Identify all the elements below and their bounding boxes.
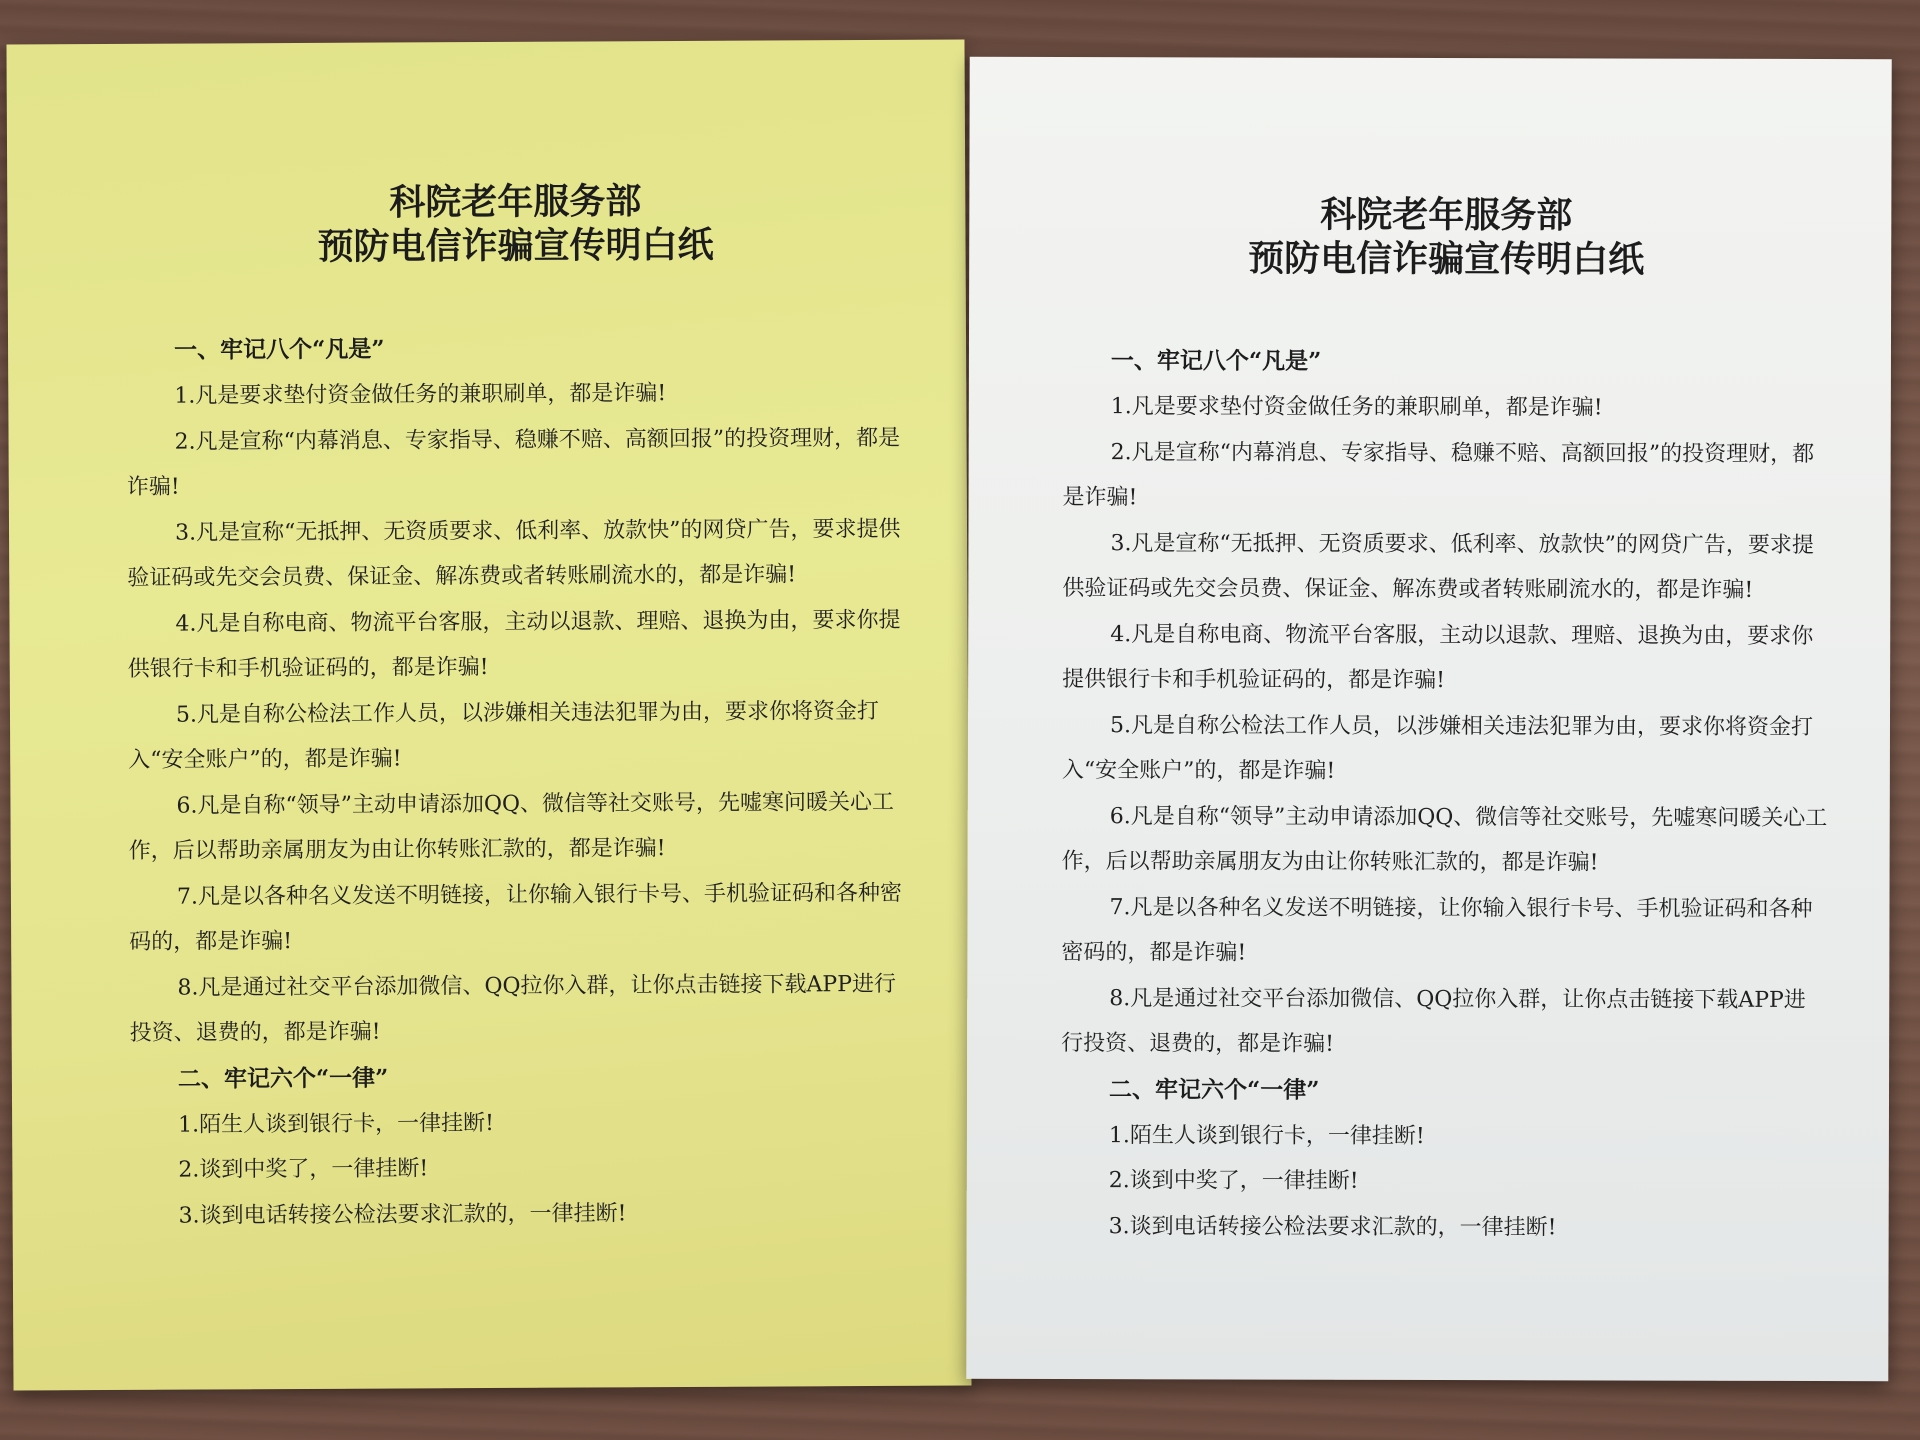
flyer-title-line1: 科院老年服务部 [1320,193,1573,237]
rule-item: 1.凡是要求垫付资金做任务的兼职刷单，都是诈骗! [1110,394,1603,421]
rule-item: 4.凡是自称电商、物流平台客服，主动以退款、理赔、退换为由，要求你提供银行卡和手机验证码的，都是诈骗! [127,607,901,682]
flyer-title-line2: 预防电信诈骗宣传明白纸 [317,223,714,268]
white-flyer [966,57,1891,1381]
section-heading-six-yilv: 二、牢记六个“一律” [177,1064,389,1093]
rule-item: 6.凡是自称“领导”主动申请添加QQ、微信等社交账号，先嘘寒问暖关心工作，后以帮助亲属朋友为由让你转账汇款的，都是诈骗! [1061,803,1828,876]
flyer-content [1061,192,1830,1251]
flyer-title-line2: 预防电信诈骗宣传明白纸 [1248,237,1645,281]
rule-item: 7.凡是以各种名义发送不明链接，让你输入银行卡号、手机验证码和各种密码的，都是诈骗! [1061,894,1813,966]
hangup-item: 1.陌生人谈到银行卡，一律挂断! [178,1110,495,1138]
rule-item: 2.凡是宣称“内幕消息、专家指导、稳赚不赔、高额回报”的投资理财，都是诈骗! [126,425,901,500]
section-heading-six-yilv: 二、牢记六个“一律” [1108,1075,1320,1104]
rule-item: 8.凡是通过社交平台添加微信、QQ拉你入群，让你点击链接下载APP进行投资、退费的，都是诈骗! [129,971,897,1046]
hangup-item: 2.谈到中奖了，一律挂断! [1108,1168,1359,1194]
rule-item: 6.凡是自称“领导”主动申请添加QQ、微信等社交账号，先嘘寒问暖关心工作，后以帮助亲属朋友为由让你转账汇款的，都是诈骗! [128,789,895,864]
hangup-item: 3.谈到电话转接公检法要求汇款的，一律挂断! [178,1200,627,1229]
rule-item: 3.凡是宣称“无抵押、无资质要求、低利率、放款快”的网贷广告，要求提供验证码或先交会员费、保证金、解冻费或者转账刷流水的，都是诈骗! [1062,530,1814,603]
section-heading-eight-fanshi: 一、牢记八个“凡是” [174,335,385,364]
flyer-title-line1: 科院老年服务部 [389,180,642,224]
rule-item: 7.凡是以各种名义发送不明链接，让你输入银行卡号、手机验证码和各种密码的，都是诈骗! [129,880,903,955]
hangup-item: 3.谈到电话转接公检法要求汇款的，一律挂断! [1108,1213,1557,1240]
hangup-item: 2.谈到中奖了，一律挂断! [178,1156,429,1183]
rule-item: 1.凡是要求垫付资金做任务的兼职刷单，都是诈骗! [174,381,667,409]
rule-item: 8.凡是通过社交平台添加微信、QQ拉你入群，让你点击链接下载APP进行投资、退费的，都是诈骗! [1061,985,1806,1057]
rule-item: 5.凡是自称公检法工作人员，以涉嫌相关违法犯罪为由，要求你将资金打入“安全账户”的，都是诈骗! [128,698,880,773]
yellow-flyer [6,40,971,1391]
rule-item: 2.凡是宣称“内幕消息、专家指导、稳赚不赔、高额回报”的投资理财，都是诈骗! [1062,439,1815,511]
rule-item: 5.凡是自称公检法工作人员，以涉嫌相关违法犯罪为由，要求你将资金打入“安全账户”的，都是诈骗! [1061,712,1814,784]
rule-item: 4.凡是自称电商、物流平台客服，主动以退款、理赔、退换为由，要求你提供银行卡和手机验证码的，都是诈骗! [1062,621,1814,694]
hangup-item: 1.陌生人谈到银行卡，一律挂断! [1108,1122,1425,1149]
section-heading-eight-fanshi: 一、牢记八个“凡是” [1110,347,1322,375]
flyer-content [125,178,911,1239]
rule-item: 3.凡是宣称“无抵押、无资质要求、低利率、放款快”的网贷广告，要求提供验证码或先交会员费、保证金、解冻费或者转账刷流水的，都是诈骗! [127,516,901,591]
